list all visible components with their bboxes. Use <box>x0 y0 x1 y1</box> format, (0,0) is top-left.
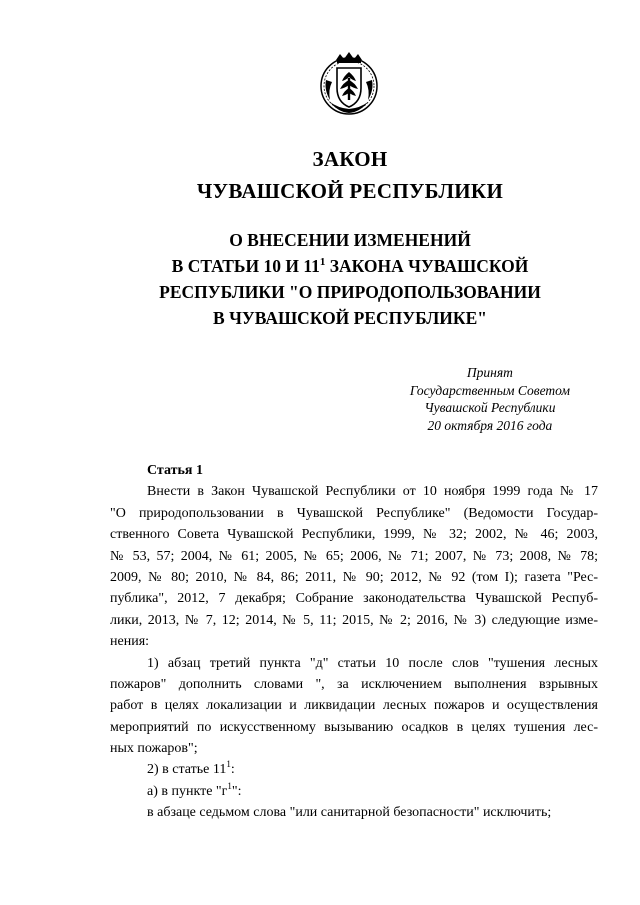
item-line: 1) абзац третий пункта "д" статьи 10 после слов "тушения лесных <box>147 655 598 671</box>
item-line <box>110 759 598 780</box>
item-text: : <box>230 762 235 778</box>
law-subtitle <box>0 227 640 331</box>
item-line: в абзаце седьмом слова "или санитарной безопасности" исключить; <box>147 805 552 821</box>
subtitle-line: РЕСПУБЛИКИ "О ПРИРОДОПОЛЬЗОВАНИИ <box>159 282 541 302</box>
paragraph-line: "О природопользовании в Чувашской Республике" (Ведомости Государ- <box>110 505 598 521</box>
article-body <box>110 460 598 824</box>
adoption-note <box>410 364 570 434</box>
paragraph-line: лики, 2013, № 7, 12; 2014, № 5, 11; 2015, № 2; 2016, № 3) следующие изме- <box>110 612 598 628</box>
paragraph-line: ственного Совета Чувашской Республики, 1999, № 32; 2002, № 46; 2003, <box>110 527 598 543</box>
subtitle-text: ЗАКОНА ЧУВАШСКОЙ <box>325 256 529 276</box>
paragraph-line: публика", 2012, 7 декабря; Собрание законодательства Чувашской Респуб- <box>110 591 598 607</box>
superscript: 1 <box>319 256 326 268</box>
item-text: 2) в статье 11 <box>147 762 227 778</box>
item-line: работ в целях локализации и ликвидации лесных пожаров и осуществления <box>110 698 598 714</box>
item-text: ": <box>231 783 242 799</box>
subtitle-line: О ВНЕСЕНИИ ИЗМЕНЕНИЙ <box>229 230 471 250</box>
item-text: а) в пункте "г <box>147 783 228 799</box>
law-title: ЗАКОН <box>312 147 388 171</box>
item-line: мероприятий по искусственному вызыванию осадков в целях тушения лес- <box>110 719 598 735</box>
superscript: 1 <box>226 759 231 770</box>
adoption-date: 20 октября 2016 года <box>427 417 553 433</box>
adoption-line: Чувашской Республики <box>424 400 556 415</box>
adoption-line: Принят <box>466 365 513 380</box>
item-line: пожаров" дополнить словами ", за исключением выполнения взрывных <box>110 676 598 692</box>
paragraph-line: нения: <box>110 634 150 650</box>
subtitle-text: В СТАТЬИ 10 И 11 <box>171 256 320 276</box>
subtitle-line: В ЧУВАШСКОЙ РЕСПУБЛИКЕ" <box>213 308 487 328</box>
article-heading: Статья 1 <box>147 463 203 478</box>
item-line <box>110 781 598 802</box>
superscript: 1 <box>227 780 232 791</box>
paragraph-line: Внести в Закон Чувашской Республики от 10 ноября 1999 года № 17 <box>147 484 598 500</box>
adoption-line: Государственным Советом <box>409 382 570 398</box>
paragraph-line: 2009, № 80; 2010, № 84, 86; 2011, № 90; 2012, № 92 (том I); газета "Рес- <box>110 569 598 585</box>
paragraph-line: № 53, 57; 2004, № 61; 2005, № 65; 2006, № 71; 2007, № 73; 2008, № 78; <box>110 548 598 564</box>
item-line: ных пожаров"; <box>110 741 198 757</box>
chuvash-coat-of-arms-icon <box>316 50 382 116</box>
law-republic-title: ЧУВАШСКОЙ РЕСПУБЛИКИ <box>196 179 504 203</box>
subtitle-line <box>0 253 640 279</box>
